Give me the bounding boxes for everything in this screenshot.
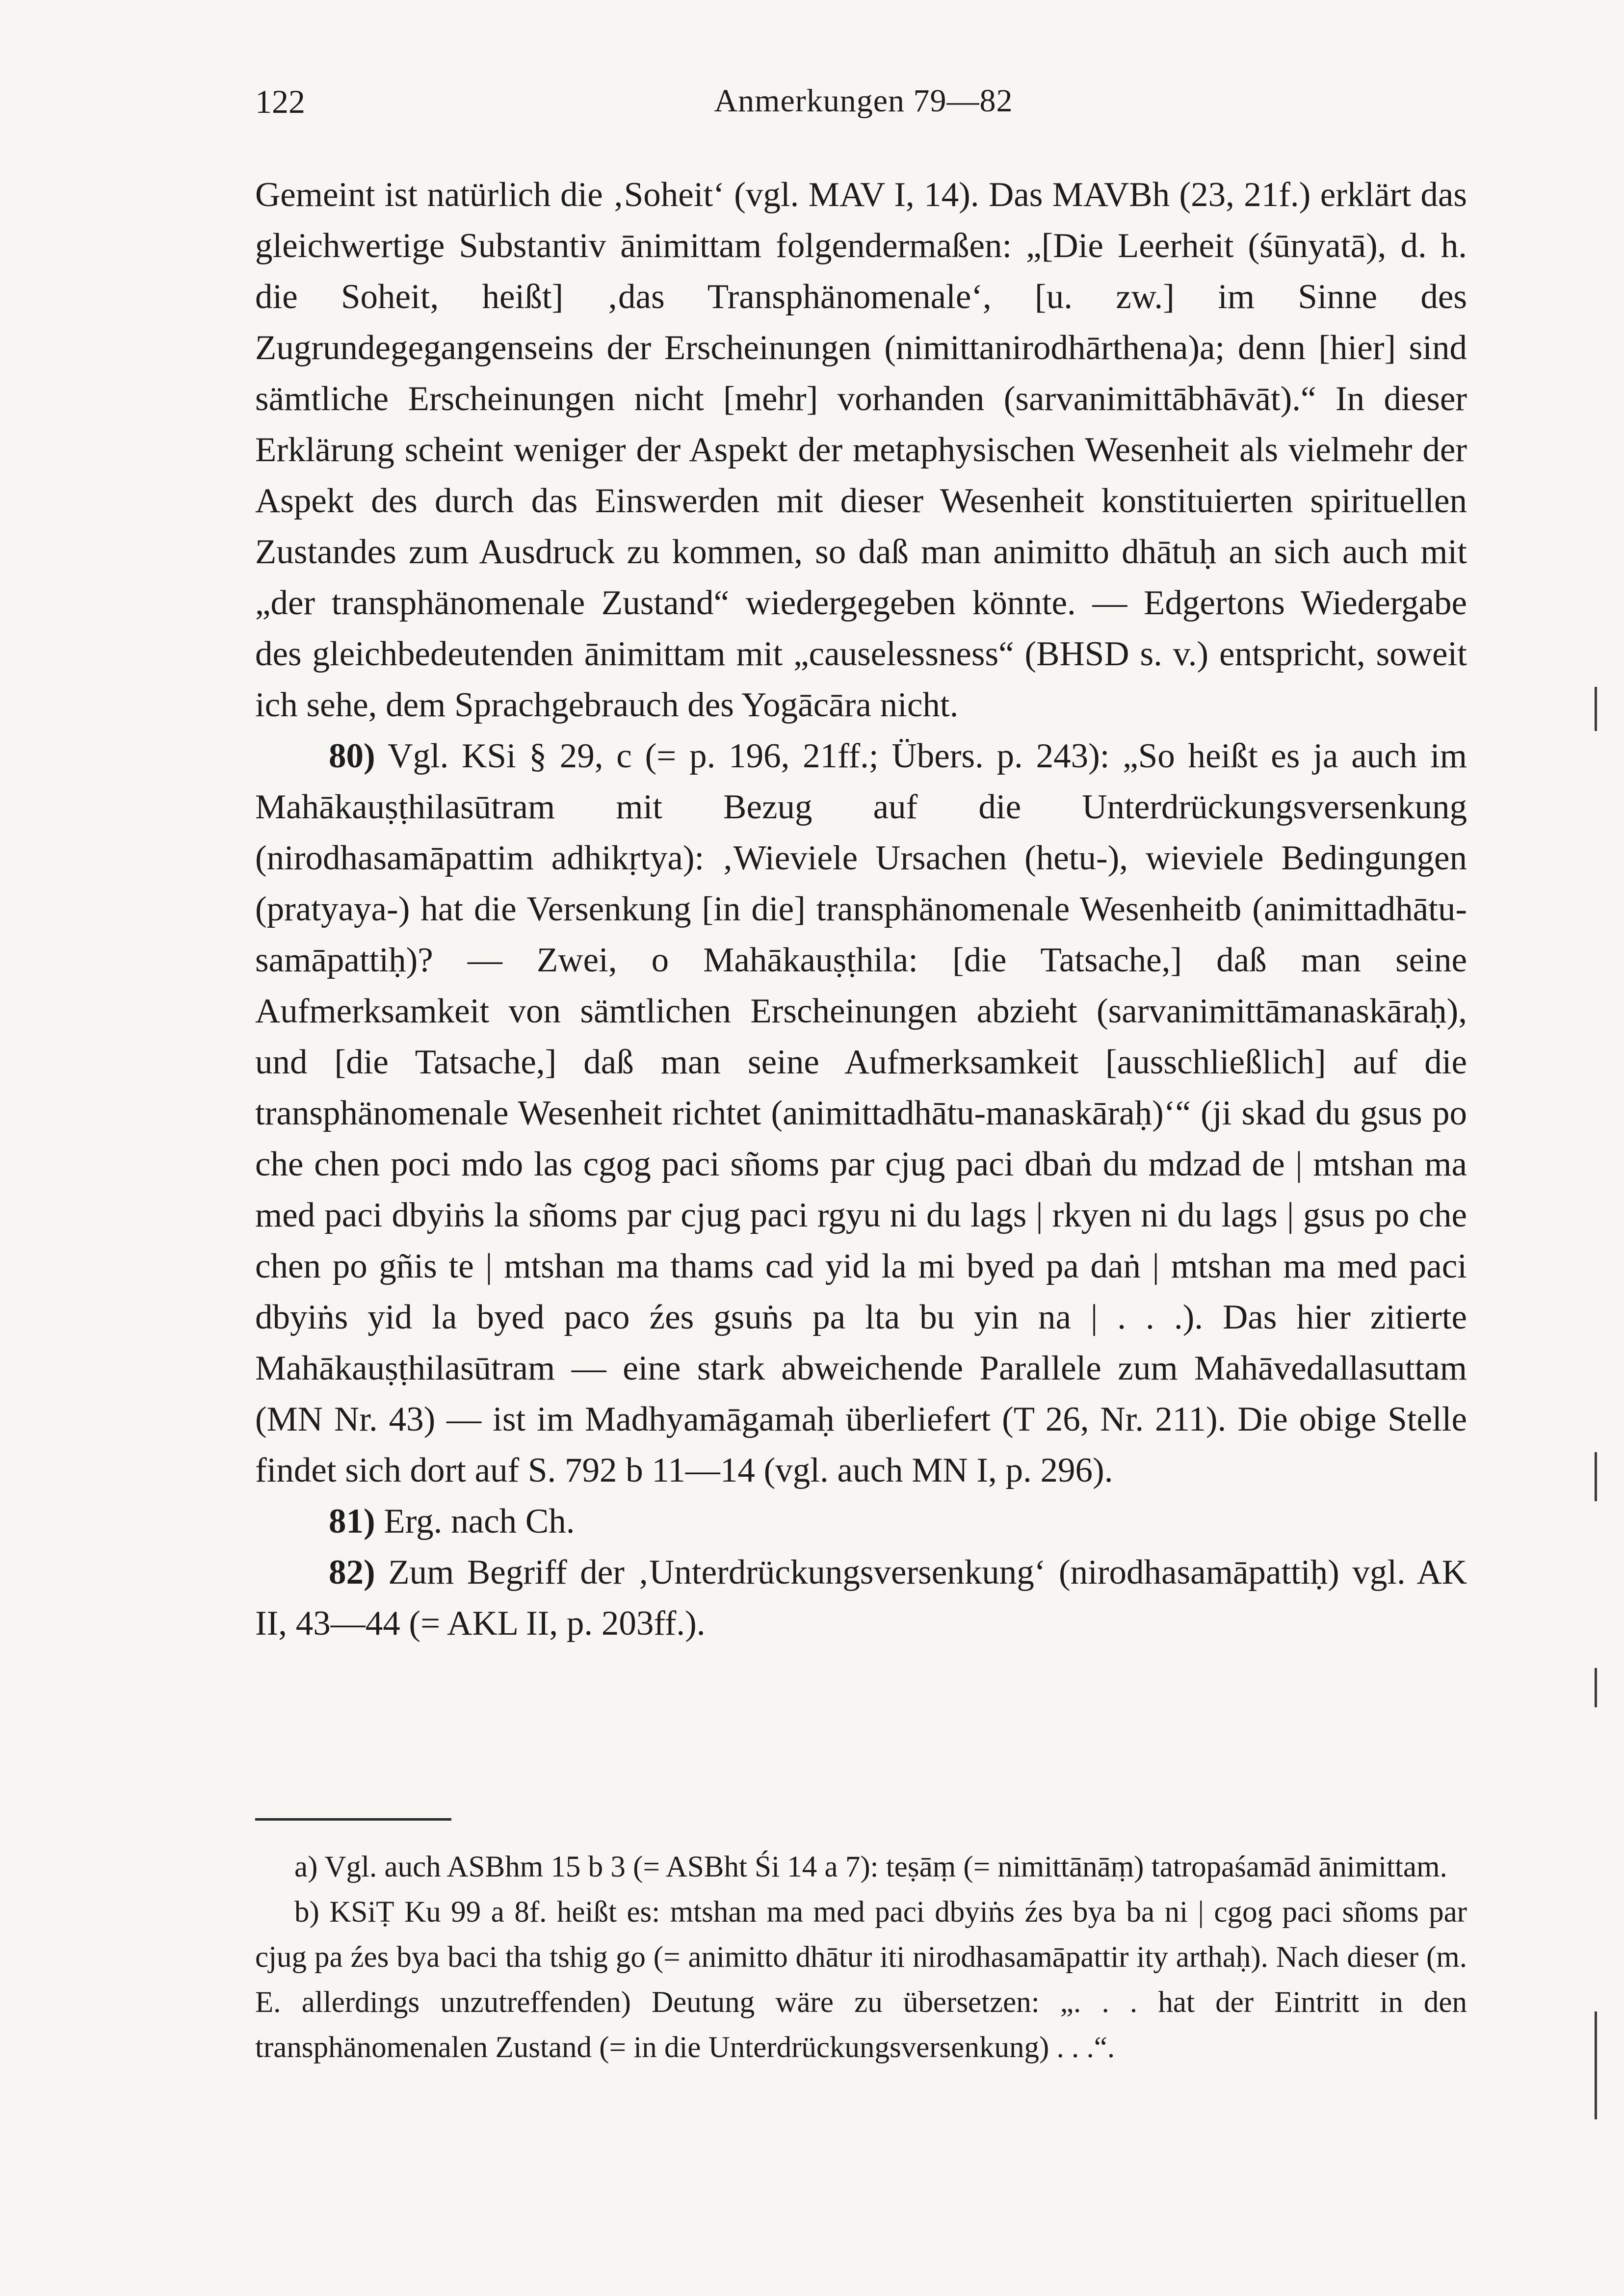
note-82-text: Zum Begriff der ‚Unterdrückungsversenkung‘ (nirodhasamāpattiḥ) vgl. AK II, 43—44 (= AKL II, p. 203ff.). xyxy=(255,1553,1467,1643)
margin-mark xyxy=(1595,2011,1597,2119)
page-number: 122 xyxy=(255,83,305,120)
margin-mark xyxy=(1595,1668,1597,1707)
footnote-rule xyxy=(255,1818,451,1821)
main-text xyxy=(255,169,1467,1649)
note-number-80: 80) xyxy=(329,737,375,775)
footnote-a: a) Vgl. auch ASBhm 15 b 3 (= ASBht Śi 14 a 7): teṣāṃ (= nimittānāṃ) tatropaśamād ānimittam. xyxy=(294,1851,1447,1883)
margin-mark xyxy=(1595,687,1597,731)
running-title: Anmerkungen 79—82 xyxy=(714,83,1013,119)
footnote-b: b) KSiṬ Ku 99 a 8f. heißt es: mtshan ma med paci dbyiṅs źes bya ba ni | cgog paci sñoms par cjug pa źes bya baci tha tshig go (= animitto dhātur iti nirodhasamāpattir ity arthaḥ). Nach dieser (m. E. allerdings unzutreffenden) Deutung wäre zu übersetzen: „. . . hat der Eintritt in den transphänomenalen Zustand (= in die Unterdrückungsversenkung) . . .“. xyxy=(255,1896,1467,2064)
note-number-82: 82) xyxy=(329,1553,375,1592)
note-81-paragraph xyxy=(255,1496,1467,1547)
note-82-paragraph xyxy=(255,1547,1467,1649)
running-head xyxy=(255,82,1472,141)
margin-mark xyxy=(1595,1452,1597,1501)
note-80-paragraph xyxy=(255,731,1467,1496)
note-79-paragraph: Gemeint ist natürlich die ‚Soheit‘ (vgl. MAV I, 14). Das MAVBh (23, 21f.) erklärt das gleichwertige Substantiv ānimittam folgendermaßen: „[Die Leerheit (śūnyatā), d. h. die Soheit, heißt] ‚das Transphänomenale‘, [u. zw.] im Sinne des Zugrundegegangenseins der Erscheinungen (nimittanirodhārthena)a; denn [hier] sind sämtliche Erscheinungen nicht [mehr] vorhanden (sarvanimittābhāvāt).“ In dieser Erklärung scheint weniger der Aspekt der metaphysischen Wesenheit als vielmehr der Aspekt des durch das Einswerden mit dieser Wesenheit konstituierten spirituellen Zustandes zum Ausdruck zu kommen, so daß man animitto dhātuḥ an sich auch mit „der transphänomenale Zustand“ wiedergegeben könnte. — Edgertons Wiedergabe des gleichbedeutenden ānimittam mit „causelessness“ (BHSD s. v.) entspricht, soweit ich sehe, dem Sprachgebrauch des Yogācāra nicht. xyxy=(255,176,1467,724)
note-number-81: 81) xyxy=(329,1502,375,1540)
footnotes xyxy=(255,1845,1467,2070)
note-81-text: Erg. nach Ch. xyxy=(384,1502,575,1540)
note-80-text: Vgl. KSi § 29, c (= p. 196, 21ff.; Übers. p. 243): „So heißt es ja auch im Mahākauṣṭhilasūtram mit Bezug auf die Unterdrückungsversenkung (nirodhasamāpattim adhikṛtya): ‚Wieviele Ursachen (hetu-), wieviele Bedingungen (pratyaya-) hat die Versenkung [in die] transphänomenale Wesenheitb (animittadhātu-samāpattiḥ)? — Zwei, o Mahākauṣṭhila: [die Tatsache,] daß man seine Aufmerksamkeit von sämtlichen Erscheinungen abzieht (sarvanimittāmanaskāraḥ), und [die Tatsache,] daß man seine Aufmerksamkeit [ausschließlich] auf die transphänomenale Wesenheit richtet (animittadhātu-manaskāraḥ)‘“ (ji skad du gsus po che chen poci mdo las cgog paci sñoms par cjug paci dbaṅ du mdzad de | mtshan ma med paci dbyiṅs la sñoms par cjug paci rgyu ni du lags | rkyen ni du lags | gsus po che chen po gñis te | mtshan ma thams cad yid la mi byed pa daṅ | mtshan ma med paci dbyiṅs yid la byed paco źes gsuṅs pa lta bu yin na | . . .). Das hier zitierte Mahākauṣṭhilasūtram — eine stark abweichende Parallele zum Mahāvedallasuttam (MN Nr. 43) — ist im Madhyamāgamaḥ überliefert (T 26, Nr. 211). Die obige Stelle findet sich dort auf S. 792 b 11—14 (vgl. auch MN I, p. 296). xyxy=(255,737,1467,1489)
